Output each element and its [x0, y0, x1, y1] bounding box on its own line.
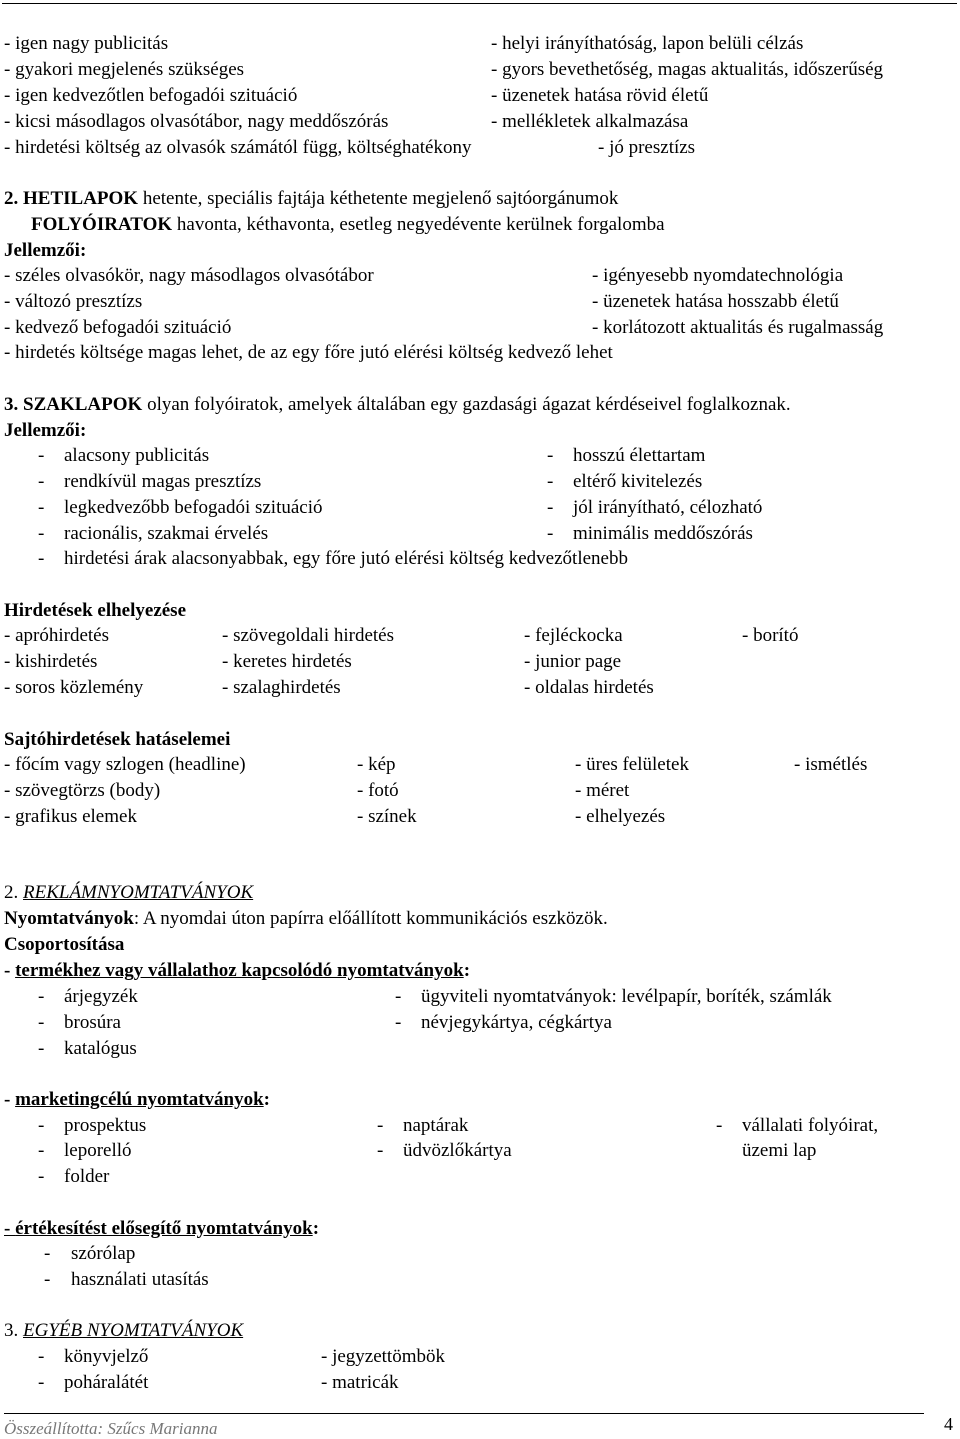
elhelyezes-item: - fejléckocka — [524, 625, 623, 646]
egyeb-heading — [4, 1320, 243, 1342]
group1-title: termékhez vagy vállalathoz kapcsolódó nyomtatványok — [15, 960, 464, 981]
elhelyezes-item: - apróhirdetés — [4, 625, 109, 646]
elhelyezes-item: - szalaghirdetés — [222, 677, 341, 698]
top-rule — [2, 3, 957, 4]
footer-author: Összeállította: Szűcs Marianna — [4, 1419, 218, 1438]
szaklapok-left-item: legkedvezőbb befogadói szituáció — [64, 497, 323, 518]
bullet-dash: - — [38, 1166, 45, 1187]
hataselemek-item: - üres felületek — [575, 754, 689, 775]
section-number: 2. — [4, 188, 23, 209]
hetilapok-description: hetente, speciális fajtája kéthetente megjelenő sajtóorgánumok — [138, 188, 619, 209]
bullet-dash: - — [38, 523, 45, 544]
bullet-dash: - — [38, 1372, 45, 1393]
bullet-dash: - — [38, 1012, 45, 1033]
hetilapok-line — [4, 188, 618, 210]
hataselemek-item: - grafikus elemek — [4, 806, 137, 827]
group3-item: szórólap — [71, 1243, 136, 1264]
intro-left-item: - hirdetési költség az olvasók számától függ, költséghatékony — [4, 137, 472, 158]
intro-left-item: - gyakori megjelenés szükséges — [4, 59, 245, 80]
intro-right-item: - mellékletek alkalmazása — [491, 111, 689, 132]
intro-right-item: - jó presztízs — [598, 137, 696, 158]
jellemzoi-label: Jellemzői: — [4, 420, 87, 441]
bullet-dash: - — [38, 986, 45, 1007]
elhelyezes-item: - szövegoldali hirdetés — [222, 625, 395, 646]
definition-line — [4, 908, 608, 930]
group2-item: leporelló — [64, 1140, 132, 1161]
group1-item: brosúra — [64, 1012, 121, 1033]
intro-right-item: - gyors bevethetőség, magas aktualitás, időszerűség — [491, 59, 884, 80]
szaklapok-left-item: alacsony publicitás — [64, 445, 210, 466]
reklamnyomtatvanyok-heading — [4, 882, 253, 904]
section-number: 3. — [4, 1320, 23, 1341]
hetilapok-left-item: - széles olvasókör, nagy másodlagos olvasótábor — [4, 265, 374, 286]
hetilapok-right-item: - korlátozott aktualitás és rugalmasság — [592, 317, 884, 338]
jellemzoi-label: Jellemzői: — [4, 240, 87, 261]
intro-left-item: - kicsi másodlagos olvasótábor, nagy meddőszórás — [4, 111, 389, 132]
intro-right-item: - helyi irányíthatóság, lapon belüli célzás — [491, 33, 804, 54]
folyoiratok-title: FOLYÓIRATOK — [31, 214, 173, 235]
intro-right-item: - üzenetek hatása rövid életű — [491, 85, 709, 106]
bullet-dash: - — [38, 548, 45, 569]
bullet-dash: - — [38, 1140, 45, 1161]
elhelyezes-item: - keretes hirdetés — [222, 651, 352, 672]
folyoiratok-line — [31, 214, 665, 236]
hataselemek-item: - elhelyezés — [575, 806, 666, 827]
definition-text: : A nyomdai úton papírra előállított kommunikációs eszközök. — [133, 908, 608, 929]
hataselemek-item: - színek — [357, 806, 417, 827]
bullet-dash: - — [547, 497, 554, 518]
definition-term: Nyomtatványok — [4, 908, 134, 929]
szaklapok-right-item: hosszú élettartam — [573, 445, 706, 466]
group1-item: katalógus — [64, 1038, 137, 1059]
hataselemek-heading: Sajtóhirdetések hatáselemei — [4, 729, 231, 750]
bullet-dash: - — [395, 986, 402, 1007]
bullet-dash: - — [716, 1115, 723, 1136]
bullet-dash: - — [547, 471, 554, 492]
folyoiratok-description: havonta, kéthavonta, esetleg negyedévente kerülnek forgalomba — [172, 214, 665, 235]
szaklapok-right-item: eltérő kivitelezés — [573, 471, 703, 492]
hataselemek-item: - kép — [357, 754, 396, 775]
hataselemek-item: - ismétlés — [794, 754, 868, 775]
bullet-dash: - — [377, 1115, 384, 1136]
elhelyezes-item: - soros közlemény — [4, 677, 144, 698]
bullet-dash: - — [38, 1038, 45, 1059]
szaklapok-left-item: racionális, szakmai érvelés — [64, 523, 269, 544]
hetilapok-last-item: - hirdetés költsége magas lehet, de az egy főre jutó elérési költség kedvező lehet — [4, 342, 613, 363]
szaklapok-description: olyan folyóiratok, amelyek általában egy gazdasági ágazat kérdéseivel foglalkoznak. — [142, 394, 791, 415]
group1-item: ügyviteli nyomtatványok: levélpapír, boríték, számlák — [421, 986, 832, 1007]
hataselemek-item: - főcím vagy szlogen (headline) — [4, 754, 246, 775]
group-heading: - termékhez vagy vállalathoz kapcsolódó nyomtatványok: — [4, 960, 471, 981]
hetilapok-right-item: - igényesebb nyomdatechnológia — [592, 265, 844, 286]
group2-title: marketingcélú nyomtatványok — [15, 1089, 264, 1110]
reklamnyomtatvanyok-title: REKLÁMNYOMTATVÁNYOK — [23, 882, 254, 903]
group2-item: üdvözlőkártya — [403, 1140, 512, 1161]
bullet-dash: - — [395, 1012, 402, 1033]
elhelyezes-item: - junior page — [524, 651, 622, 672]
hetilapok-left-item: - kedvező befogadói szituáció — [4, 317, 232, 338]
group-heading: - marketingcélú nyomtatványok: — [4, 1089, 270, 1110]
group2-item: naptárak — [403, 1115, 469, 1136]
group3-title: - értékesítést elősegítő nyomtatványok — [4, 1218, 313, 1239]
egyeb-item: poháralátét — [64, 1372, 149, 1393]
szaklapok-left-item: rendkívül magas presztízs — [64, 471, 262, 492]
bullet-dash: - — [44, 1243, 51, 1264]
bullet-dash: - — [38, 445, 45, 466]
bullet-dash: - — [44, 1269, 51, 1290]
szaklapok-last-item: hirdetési árak alacsonyabbak, egy főre jutó elérési költség kedvezőtlenebb — [64, 548, 628, 569]
bullet-dash: - — [547, 523, 554, 544]
hetilapok-title: HETILAPOK — [23, 188, 139, 209]
group2-item: üzemi lap — [742, 1140, 817, 1161]
elhelyezes-item: - kishirdetés — [4, 651, 98, 672]
egyeb-item: - matricák — [321, 1372, 399, 1393]
elhelyezes-item: - borító — [742, 625, 799, 646]
bullet-dash: - — [547, 445, 554, 466]
elhelyezes-item: - oldalas hirdetés — [524, 677, 654, 698]
bullet-dash: - — [38, 497, 45, 518]
group1-item: névjegykártya, cégkártya — [421, 1012, 612, 1033]
bullet-dash: - — [377, 1140, 384, 1161]
hetilapok-left-item: - változó presztízs — [4, 291, 143, 312]
page-number: 4 — [944, 1414, 953, 1434]
bullet-dash: - — [38, 471, 45, 492]
hataselemek-item: - méret — [575, 780, 630, 801]
csoportositas-label: Csoportosítása — [4, 934, 125, 955]
szaklapok-right-item: minimális meddőszórás — [573, 523, 753, 544]
group2-item: prospektus — [64, 1115, 147, 1136]
egyeb-item: könyvjelző — [64, 1346, 149, 1367]
szaklapok-line — [4, 394, 791, 416]
group3-title-text: értékesítést elősegítő nyomtatványok — [15, 1218, 313, 1239]
egyeb-title: EGYÉB NYOMTATVÁNYOK — [23, 1320, 244, 1341]
group2-item: folder — [64, 1166, 110, 1187]
intro-left-item: - igen nagy publicitás — [4, 33, 169, 54]
group1-item: árjegyzék — [64, 986, 138, 1007]
hataselemek-item: - szövegtörzs (body) — [4, 780, 161, 801]
group-heading: - értékesítést elősegítő nyomtatványok: — [4, 1218, 320, 1239]
intro-left-item: - igen kedvezőtlen befogadói szituáció — [4, 85, 298, 106]
elhelyezes-heading: Hirdetések elhelyezése — [4, 600, 187, 621]
szaklapok-title: 3. SZAKLAPOK — [4, 394, 143, 415]
szaklapok-right-item: jól irányítható, célozható — [573, 497, 763, 518]
bullet-dash: - — [38, 1346, 45, 1367]
footer-rule — [4, 1413, 924, 1414]
egyeb-item: - jegyzettömbök — [321, 1346, 445, 1367]
hataselemek-item: - fotó — [357, 780, 399, 801]
section-number: 2. — [4, 882, 23, 903]
group3-item: használati utasítás — [71, 1269, 209, 1290]
hetilapok-right-item: - üzenetek hatása hosszabb életű — [592, 291, 839, 312]
bullet-dash: - — [38, 1115, 45, 1136]
group2-item: vállalati folyóirat, — [742, 1115, 879, 1136]
